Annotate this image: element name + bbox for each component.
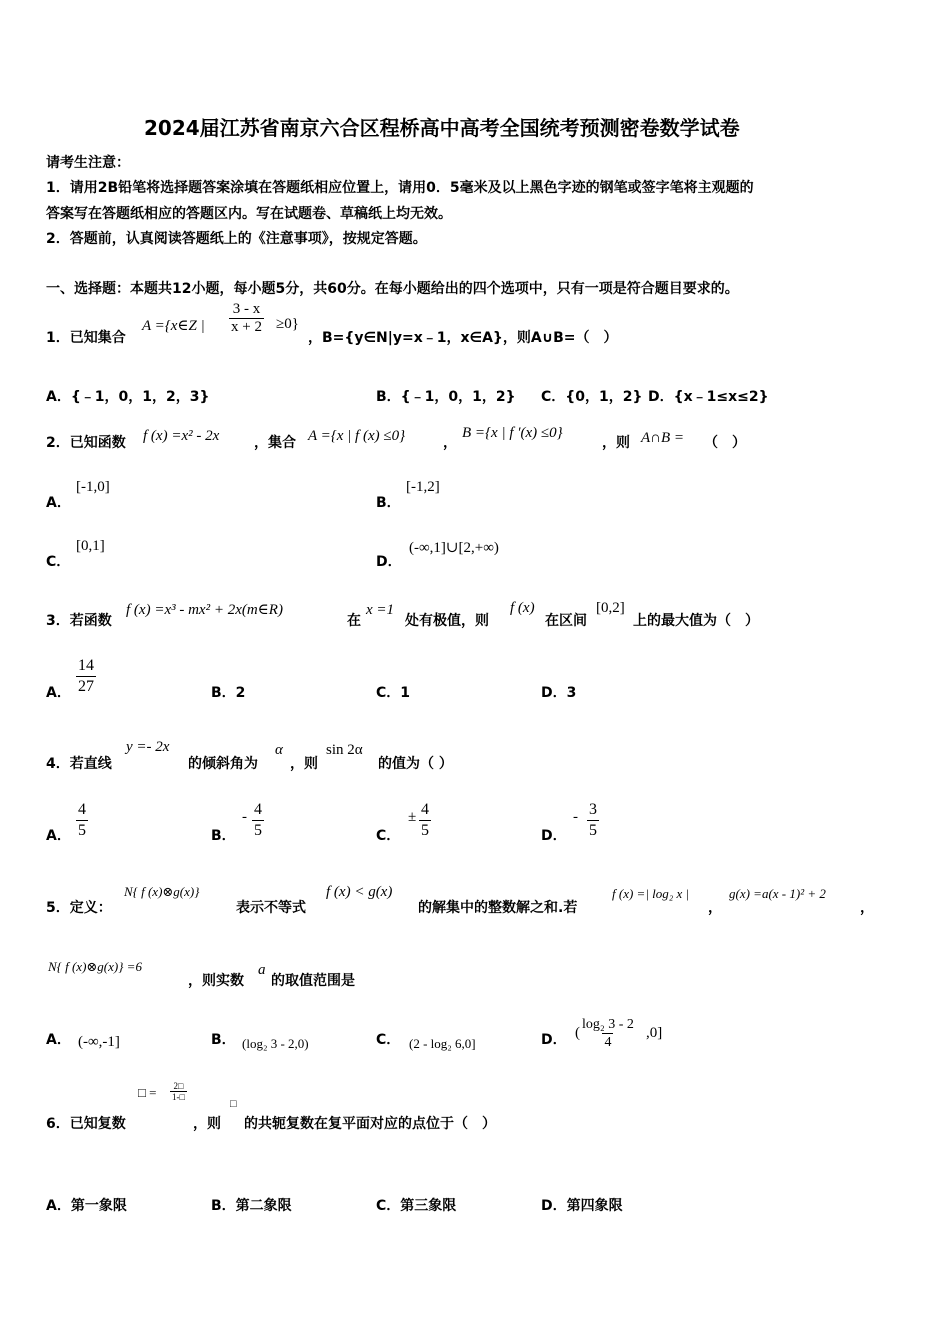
notice-line-1: 1．请用2B铅笔将选择题答案涂填在答题纸相应位置上，请用0．5毫米及以上黑色字迹的钢笔或签字笔将主观题的 bbox=[46, 180, 754, 196]
q4-option-b-fraction bbox=[252, 800, 264, 841]
q4-option-d-label: D． bbox=[541, 828, 567, 844]
q6-stem-b: ，则 bbox=[193, 1116, 221, 1132]
q4-stem-a: 4．若直线 bbox=[46, 756, 112, 772]
q4-option-a-label: A． bbox=[46, 828, 71, 844]
q5-stem-g: 的取值范围是 bbox=[271, 973, 355, 989]
q6-z-fraction bbox=[170, 1081, 187, 1102]
notice-line-3: 2．答题前，认真阅读答题纸上的《注意事项》，按规定答题。 bbox=[46, 231, 427, 247]
q3-option-d[interactable]: D．3 bbox=[541, 685, 577, 701]
q4-stem-d: 的值为（ ） bbox=[378, 756, 453, 772]
q4-option-c-num: 4 bbox=[421, 801, 429, 818]
q5-stem-a: 5．定义： bbox=[46, 900, 112, 916]
q3-stem-e: 上的最大值为（ ） bbox=[633, 613, 759, 629]
q1-option-b[interactable]: B．{﹣1，0，1，2} bbox=[376, 389, 516, 405]
q5-a-variable: a bbox=[258, 962, 266, 978]
q1-frac-den: x + 2 bbox=[231, 319, 262, 335]
q5-option-d-fraction bbox=[580, 1016, 636, 1051]
q4-option-b-den: 5 bbox=[254, 822, 262, 839]
q4-option-b-sign: - bbox=[242, 809, 247, 825]
q5-inequality: f (x) < g(x) bbox=[326, 884, 393, 900]
q4-option-c-label: C． bbox=[376, 828, 401, 844]
q6-option-a[interactable]: A．第一象限 bbox=[46, 1198, 127, 1214]
q3-option-a-den: 27 bbox=[78, 678, 94, 695]
q4-option-c-fraction bbox=[419, 800, 431, 841]
q4-line-equation: y =- 2x bbox=[126, 739, 170, 755]
q2-option-c-value: [0,1] bbox=[76, 538, 105, 554]
page-title: 2024届江苏省南京六合区程桥高中高考全国统考预测密卷数学试卷 bbox=[144, 116, 740, 140]
q3-stem-c: 处有极值，则 bbox=[405, 613, 489, 629]
q4-stem-b: 的倾斜角为 bbox=[188, 756, 258, 772]
q4-option-d-fraction bbox=[587, 800, 599, 841]
q4-stem-c: ，则 bbox=[290, 756, 318, 772]
q4-option-b-num: 4 bbox=[254, 801, 262, 818]
q5-option-d-num: log₂ 3 - 2 bbox=[582, 1017, 634, 1032]
q4-sin-expression: sin 2α bbox=[326, 742, 363, 758]
q5-g-definition: g(x) =a(x - 1)² + 2 bbox=[729, 886, 826, 901]
q1-set-a-right: ≥0} bbox=[276, 316, 299, 332]
q3-interval: [0,2] bbox=[596, 600, 625, 616]
q2-option-c-label: C． bbox=[46, 554, 71, 570]
q4-option-a-den: 5 bbox=[78, 822, 86, 839]
q1-set-a-left: A ={x∈Z | bbox=[142, 318, 205, 334]
q6-option-c[interactable]: C．第三象限 bbox=[376, 1198, 457, 1214]
q2-expression: A∩B = bbox=[641, 430, 685, 446]
q4-option-c-den: 5 bbox=[421, 822, 429, 839]
q6-z-num: 2□ bbox=[173, 1081, 184, 1091]
q3-function: f (x) =x³ - mx² + 2x(m∈R) bbox=[126, 602, 283, 618]
q2-set-b: B ={x | f ′(x) ≤0} bbox=[462, 425, 563, 441]
q4-option-b-label: B． bbox=[211, 828, 236, 844]
q2-stem-c: ， bbox=[443, 435, 457, 451]
q4-option-a-fraction bbox=[76, 800, 88, 841]
q5-option-d-den: 4 bbox=[604, 1035, 612, 1050]
q1-option-a[interactable]: A．{﹣1，0，1，2，3} bbox=[46, 389, 210, 405]
q2-option-b-label: B． bbox=[376, 495, 401, 511]
q1-frac-num: 3 - x bbox=[232, 301, 261, 317]
q4-alpha: α bbox=[275, 742, 283, 758]
q2-option-a-value: [-1,0] bbox=[76, 479, 110, 495]
q6-option-b[interactable]: B．第二象限 bbox=[211, 1198, 292, 1214]
q1-stem-a: 1．已知集合 bbox=[46, 330, 126, 346]
q5-option-a-value: (-∞,-1] bbox=[78, 1034, 120, 1050]
q5-condition: N{ f (x)⊗g(x)} =6 bbox=[48, 959, 142, 974]
q5-option-c-value: (2 - log₂ 6,0] bbox=[409, 1036, 476, 1051]
q2-stem-d: ，则 bbox=[602, 435, 630, 451]
q5-stem-c: 的解集中的整数解之和.若 bbox=[418, 900, 578, 916]
q5-option-c-label: C． bbox=[376, 1032, 401, 1048]
notice-heading: 请考生注意： bbox=[46, 155, 130, 171]
q2-function: f (x) =x² - 2x bbox=[143, 428, 220, 444]
q5-option-d-close: ,0] bbox=[646, 1025, 663, 1041]
q3-option-a-num: 14 bbox=[78, 657, 94, 674]
q6-stem-a: 6．已知复数 bbox=[46, 1116, 126, 1132]
q5-f-definition: f (x) =| log₂ x | bbox=[612, 886, 690, 901]
notice-line-2: 答案写在答题纸相应的答题区内。写在试题卷、草稿纸上均无效。 bbox=[46, 206, 452, 222]
q2-option-b-value: [-1,2] bbox=[406, 479, 440, 495]
q2-stem-a: 2．已知函数 bbox=[46, 435, 126, 451]
q6-z-bar: □ bbox=[230, 1098, 237, 1110]
q2-option-a-label: A． bbox=[46, 495, 71, 511]
q5-stem-d: ， bbox=[708, 900, 722, 916]
q3-option-c[interactable]: C．1 bbox=[376, 685, 411, 701]
q5-option-b-label: B． bbox=[211, 1032, 236, 1048]
q3-option-b[interactable]: B．2 bbox=[211, 685, 246, 701]
q4-option-d-num: 3 bbox=[589, 801, 597, 818]
q5-option-d-open: ( bbox=[575, 1025, 580, 1041]
q5-stem-e: ， bbox=[860, 900, 874, 916]
q5-stem-f: ，则实数 bbox=[188, 973, 244, 989]
q5-stem-b: 表示不等式 bbox=[236, 900, 306, 916]
q3-option-a-label: A． bbox=[46, 685, 71, 701]
section-heading: 一、选择题：本题共12小题，每小题5分，共60分。在每小题给出的四个选项中，只有一项是符合题目要求的。 bbox=[46, 281, 739, 297]
q2-set-a: A ={x | f (x) ≤0} bbox=[308, 428, 406, 444]
q6-stem-c: 的共轭复数在复平面对应的点位于（ ） bbox=[244, 1116, 496, 1132]
q6-option-d[interactable]: D．第四象限 bbox=[541, 1198, 623, 1214]
q6-z-equals: □ = bbox=[138, 1085, 157, 1100]
q1-option-c[interactable]: C．{0，1，2} bbox=[541, 389, 643, 405]
q1-fraction bbox=[229, 301, 264, 336]
q6-z-den: 1-□ bbox=[172, 1092, 185, 1102]
q3-stem-a: 3．若函数 bbox=[46, 613, 112, 629]
q4-option-c-sign: ± bbox=[408, 809, 417, 825]
q4-option-d-sign: - bbox=[573, 809, 578, 825]
q3-x-value: x =1 bbox=[366, 602, 395, 618]
q2-stem-b: ，集合 bbox=[254, 435, 296, 451]
q5-option-a-label: A． bbox=[46, 1032, 71, 1048]
q5-option-b-value: (log₂ 3 - 2,0) bbox=[242, 1036, 309, 1051]
q2-option-d-value: (-∞,1]∪[2,+∞) bbox=[409, 540, 499, 556]
q2-option-d-label: D． bbox=[376, 554, 402, 570]
q3-stem-b: 在 bbox=[347, 613, 361, 629]
q3-stem-d: 在区间 bbox=[545, 613, 587, 629]
q4-option-a-num: 4 bbox=[78, 801, 86, 818]
q1-stem-b: ，B={y∈N|y=x﹣1，x∈A}，则A∪B=（ ） bbox=[308, 330, 618, 346]
q3-option-a-fraction bbox=[76, 656, 96, 697]
q4-option-d-den: 5 bbox=[589, 822, 597, 839]
q2-stem-e: （ ） bbox=[704, 435, 746, 451]
q1-option-d[interactable]: D．{x﹣1≤x≤2} bbox=[648, 389, 769, 405]
q5-n-definition: N{ f (x)⊗g(x)} bbox=[124, 884, 200, 899]
q3-function-ref: f (x) bbox=[510, 600, 535, 616]
q5-option-d-label: D． bbox=[541, 1032, 567, 1048]
